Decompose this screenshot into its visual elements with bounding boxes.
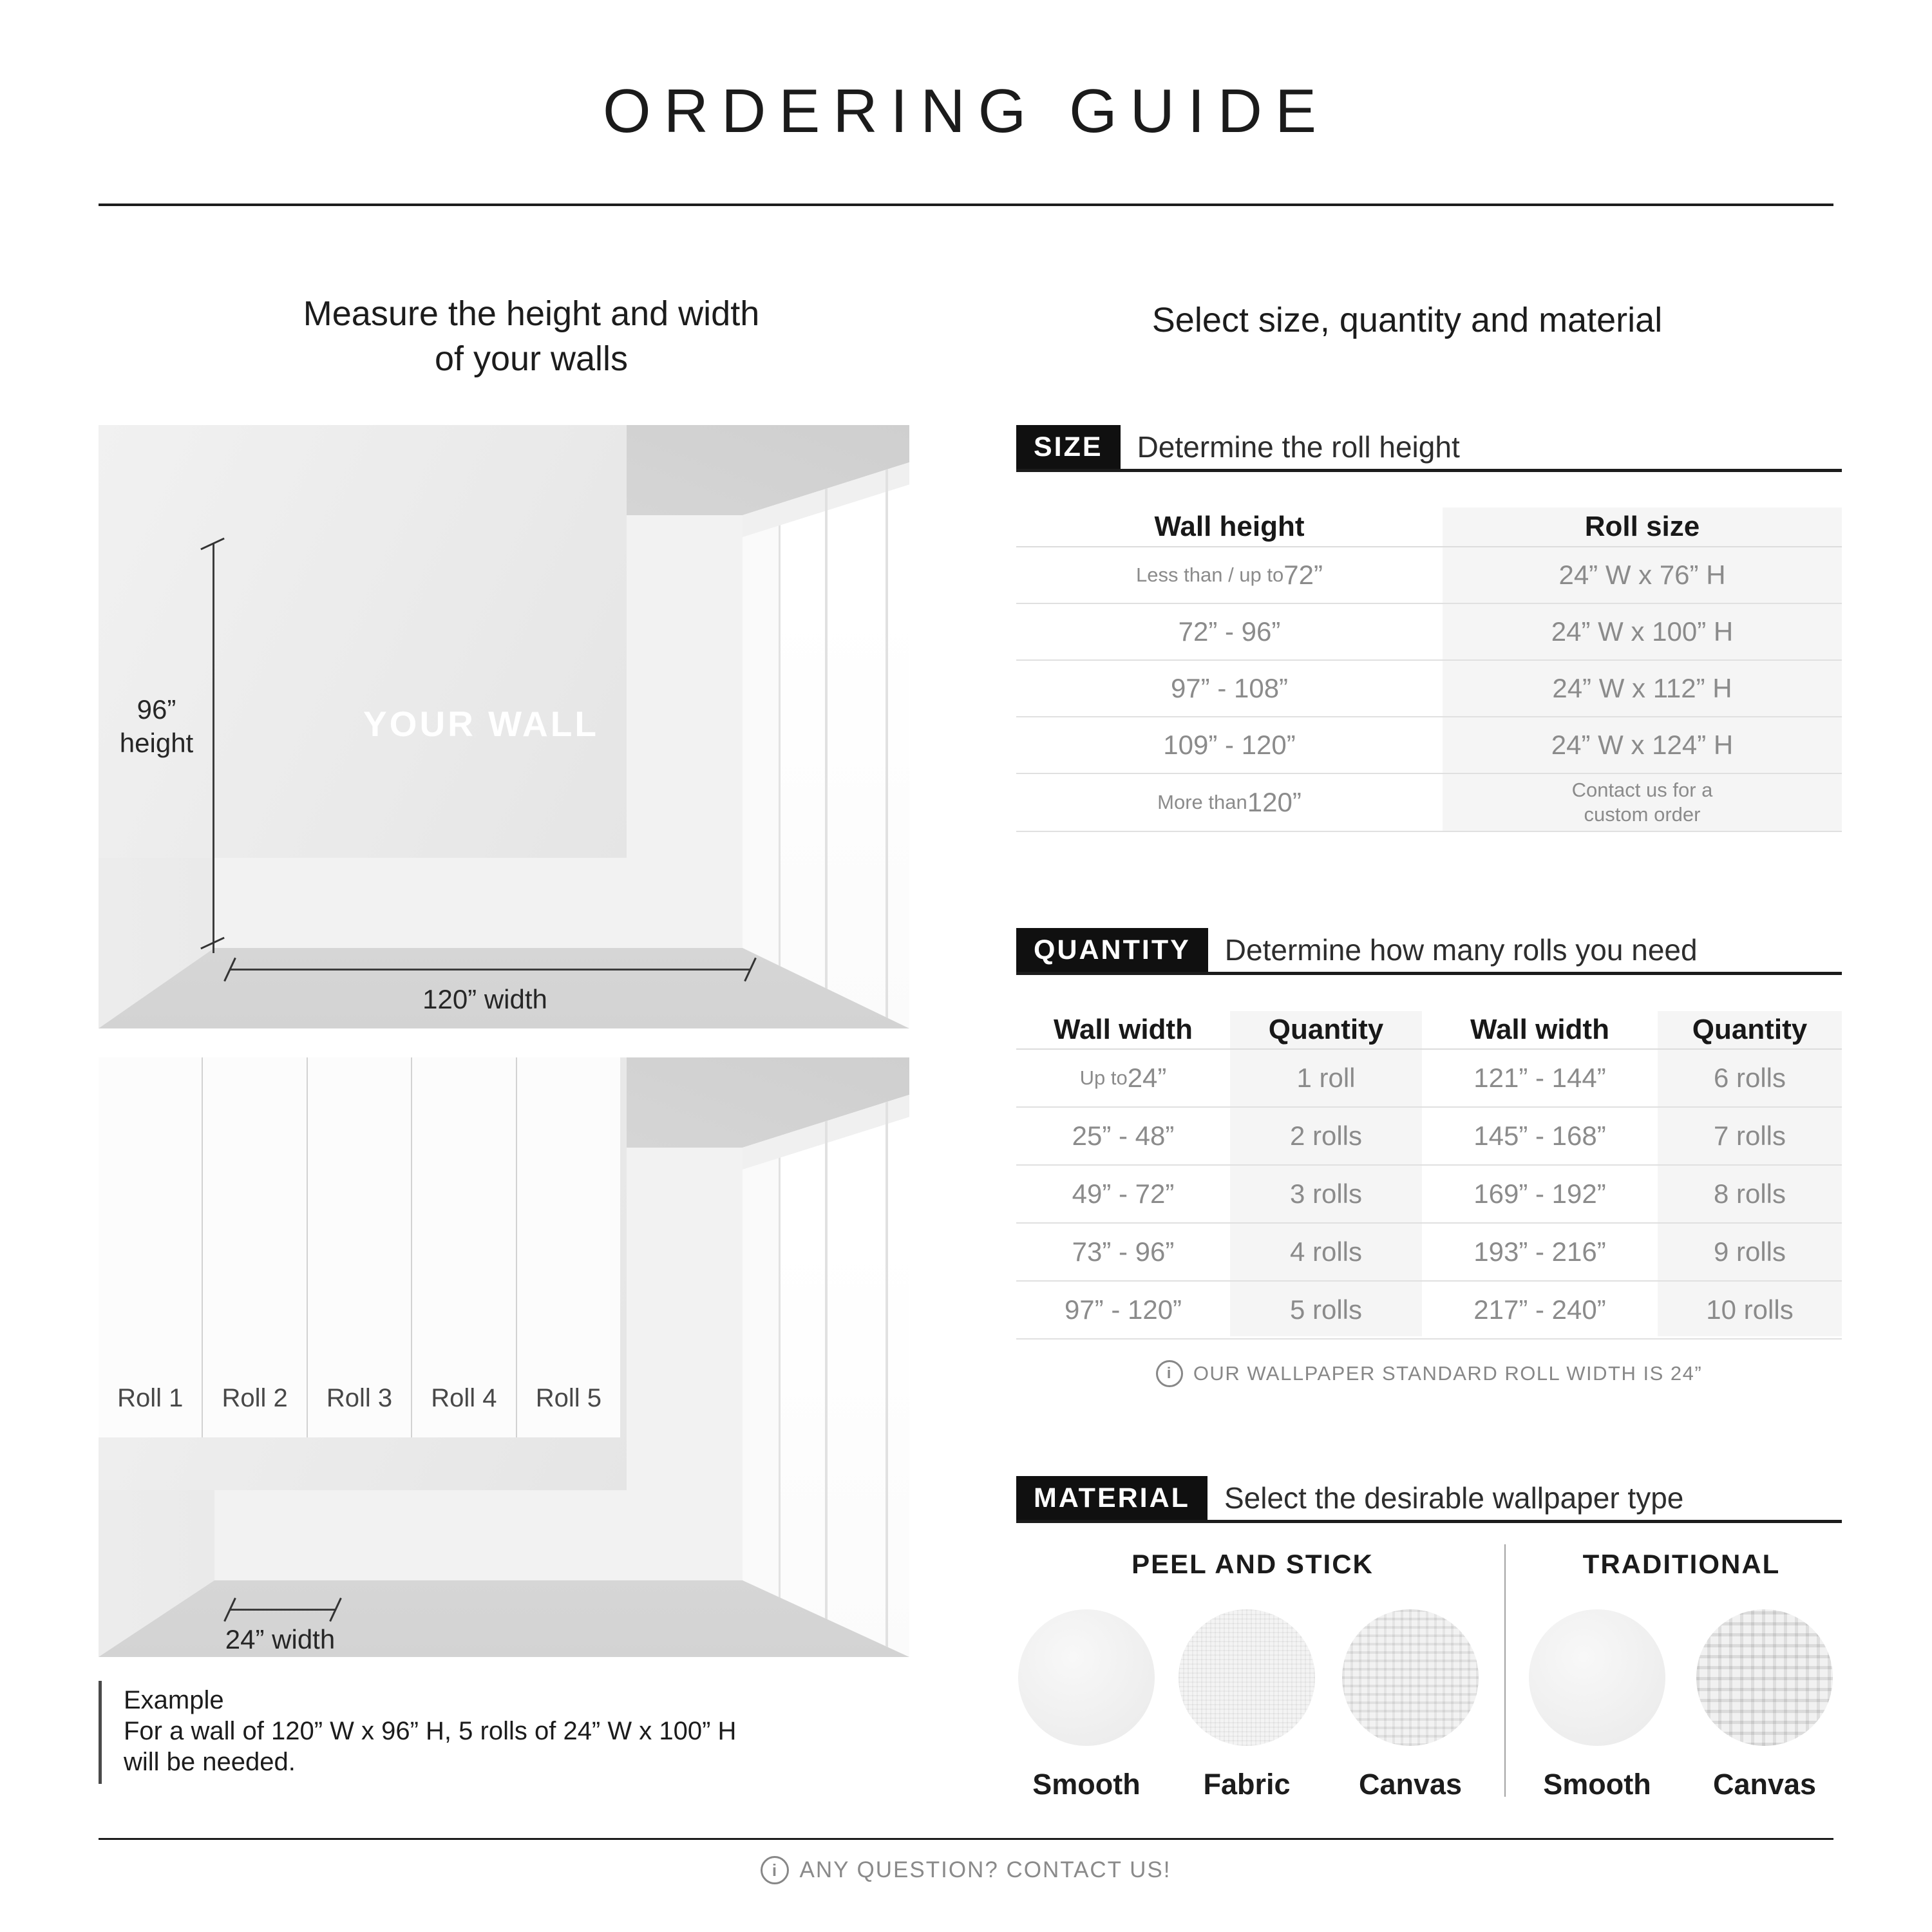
your-wall-label: YOUR WALL: [363, 704, 599, 744]
peel-stick-fabric-swatch: [1179, 1609, 1315, 1746]
quantity-value: 6 rolls: [1713, 1063, 1786, 1093]
wall-width-prefix: Up to: [1079, 1066, 1128, 1089]
left-heading-line2: of your walls: [434, 339, 629, 378]
quantity-badge: QUANTITY: [1016, 928, 1208, 972]
roll-size-value: 24” W x 112” H: [1552, 673, 1732, 703]
quantity-table: [1016, 1011, 1842, 1340]
wall-height-prefix: Less than / up to: [1136, 564, 1284, 586]
roll-panel: [99, 1057, 203, 1437]
quantity-table-row: [1016, 1166, 1842, 1224]
wall-height-prefix: More than: [1157, 791, 1247, 813]
size-badge: SIZE: [1016, 425, 1121, 469]
wall-width-value: 145” - 168”: [1473, 1121, 1606, 1151]
quantity-value: 2 rolls: [1289, 1121, 1363, 1151]
quantity-value: 8 rolls: [1713, 1179, 1786, 1209]
wall-width-value: 169” - 192”: [1473, 1179, 1606, 1209]
roll-panel: [517, 1057, 620, 1437]
footer-note: [0, 1856, 1932, 1884]
roll-panel: [308, 1057, 412, 1437]
peel-stick-canvas-swatch: [1342, 1609, 1479, 1746]
roll-panel: [203, 1057, 307, 1437]
size-section-header: [1016, 425, 1842, 472]
swatch-label: Smooth: [1032, 1768, 1141, 1801]
roll-width-note: [1016, 1360, 1842, 1387]
size-table-row: [1016, 774, 1842, 832]
example-block: [99, 1681, 736, 1784]
size-table-row: [1016, 717, 1842, 774]
example-title: Example: [124, 1686, 224, 1714]
height-dimension-label: [102, 693, 211, 1028]
swatch-label: Canvas: [1712, 1768, 1817, 1801]
quantity-value: 5 rolls: [1289, 1294, 1363, 1325]
column-header: Roll size: [1584, 511, 1700, 542]
example-line1: For a wall of 120” W x 96” H, 5 rolls of 24” W x 100” H: [124, 1717, 737, 1745]
roll-size-value: 24” W x 100” H: [1551, 616, 1734, 647]
info-icon: i: [761, 1856, 789, 1884]
material-section-header: [1016, 1476, 1842, 1523]
swatch-label: Smooth: [1543, 1768, 1651, 1801]
size-table: [1016, 507, 1842, 832]
roll-size-value: Contact us for a custom order: [1571, 779, 1713, 826]
width-dimension-label: 120” width: [422, 984, 547, 1014]
wall-width-value: 217” - 240”: [1473, 1294, 1606, 1325]
wall-width-value: 97” - 120”: [1064, 1294, 1182, 1325]
window-mullion: [825, 425, 828, 1028]
roll-size-value: 24” W x 76” H: [1558, 560, 1726, 590]
roll-width-note-text: OUR WALLPAPER STANDARD ROLL WIDTH IS 24”: [1193, 1362, 1703, 1385]
roll-label: Roll 4: [431, 1384, 497, 1412]
height-word: height: [119, 728, 194, 758]
roll-size-value: 24” W x 124” H: [1551, 730, 1734, 760]
size-subtitle: Determine the roll height: [1137, 430, 1460, 464]
swatch-label: Canvas: [1358, 1768, 1463, 1801]
window-mullion: [886, 425, 888, 1028]
quantity-table-row: [1016, 1224, 1842, 1282]
quantity-value: 9 rolls: [1713, 1236, 1786, 1267]
window-mullion: [886, 1057, 888, 1657]
left-column-heading: [113, 291, 950, 381]
title-divider: [99, 204, 1833, 206]
swatch-label: Fabric: [1203, 1768, 1291, 1801]
footer-divider: [99, 1838, 1833, 1840]
peel-stick-smooth-swatch: [1018, 1609, 1155, 1746]
column-header: Quantity: [1268, 1014, 1384, 1045]
room-illustration-measure: [99, 425, 909, 1028]
column-header: Wall height: [1154, 511, 1305, 542]
traditional-group-label: TRADITIONAL: [1582, 1549, 1781, 1579]
roll-width-dimension-label: 24” width: [225, 1624, 336, 1654]
height-dimension-line: [213, 544, 214, 953]
wall-height-value: 109” - 120”: [1163, 730, 1296, 760]
material-group-divider: [1504, 1544, 1506, 1797]
wall-height-value: 72” - 96”: [1178, 616, 1281, 647]
size-table-row: [1016, 661, 1842, 717]
material-badge: MATERIAL: [1016, 1476, 1208, 1520]
roll-width-dimension-line: [229, 1609, 335, 1611]
quantity-table-header-row: [1016, 1011, 1842, 1050]
quantity-subtitle: Determine how many rolls you need: [1224, 933, 1698, 967]
traditional-smooth-swatch: [1529, 1609, 1665, 1746]
left-heading-line1: Measure the height and width: [303, 294, 760, 333]
quantity-value: 4 rolls: [1289, 1236, 1363, 1267]
size-table-row: [1016, 604, 1842, 661]
wall-height-value: 120”: [1247, 787, 1302, 817]
wall-height-value: 72”: [1283, 560, 1323, 590]
wall-width-value: 121” - 144”: [1473, 1063, 1606, 1093]
size-table-header-row: [1016, 507, 1842, 547]
quantity-table-row: [1016, 1282, 1842, 1340]
wall-width-value: 25” - 48”: [1072, 1121, 1175, 1151]
room-illustration-rolls: [99, 1057, 909, 1657]
example-line2: will be needed.: [124, 1748, 296, 1776]
roll-label: Roll 5: [535, 1384, 601, 1412]
quantity-table-row: [1016, 1108, 1842, 1166]
material-subtitle: Select the desirable wallpaper type: [1224, 1481, 1684, 1515]
wall-width-value: 49” - 72”: [1072, 1179, 1175, 1209]
wall-width-value: 193” - 216”: [1473, 1236, 1606, 1267]
roll-label: Roll 3: [326, 1384, 393, 1412]
wall-width-value: 73” - 96”: [1072, 1236, 1175, 1267]
wall-height-value: 97” - 108”: [1170, 673, 1289, 703]
wall-width-value: 24”: [1127, 1063, 1167, 1093]
quantity-value: 7 rolls: [1713, 1121, 1786, 1151]
quantity-value: 10 rolls: [1706, 1294, 1794, 1325]
roll-panel: [412, 1057, 516, 1437]
wallpaper-roll-panels: [99, 1057, 620, 1437]
column-header: Quantity: [1692, 1014, 1808, 1045]
peel-and-stick-group-label: PEEL AND STICK: [1132, 1549, 1374, 1579]
column-header: Wall width: [1054, 1014, 1193, 1045]
column-header: Wall width: [1470, 1014, 1609, 1045]
roll-label: Roll 2: [222, 1384, 288, 1412]
width-dimension-line: [229, 969, 750, 971]
quantity-value: 1 roll: [1296, 1063, 1356, 1093]
info-icon: i: [1156, 1360, 1183, 1387]
traditional-canvas-swatch: [1696, 1609, 1833, 1746]
size-table-row: [1016, 547, 1842, 604]
quantity-section-header: [1016, 928, 1842, 975]
quantity-value: 3 rolls: [1289, 1179, 1363, 1209]
page-title: ORDERING GUIDE: [602, 77, 1330, 146]
roll-label: Roll 1: [117, 1384, 184, 1412]
footer-note-text: ANY QUESTION? CONTACT US!: [799, 1857, 1171, 1882]
quantity-table-row: [1016, 1050, 1842, 1108]
height-value: 96”: [137, 694, 176, 724]
right-column-heading: Select size, quantity and material: [1151, 301, 1663, 339]
window-mullion: [825, 1057, 828, 1657]
